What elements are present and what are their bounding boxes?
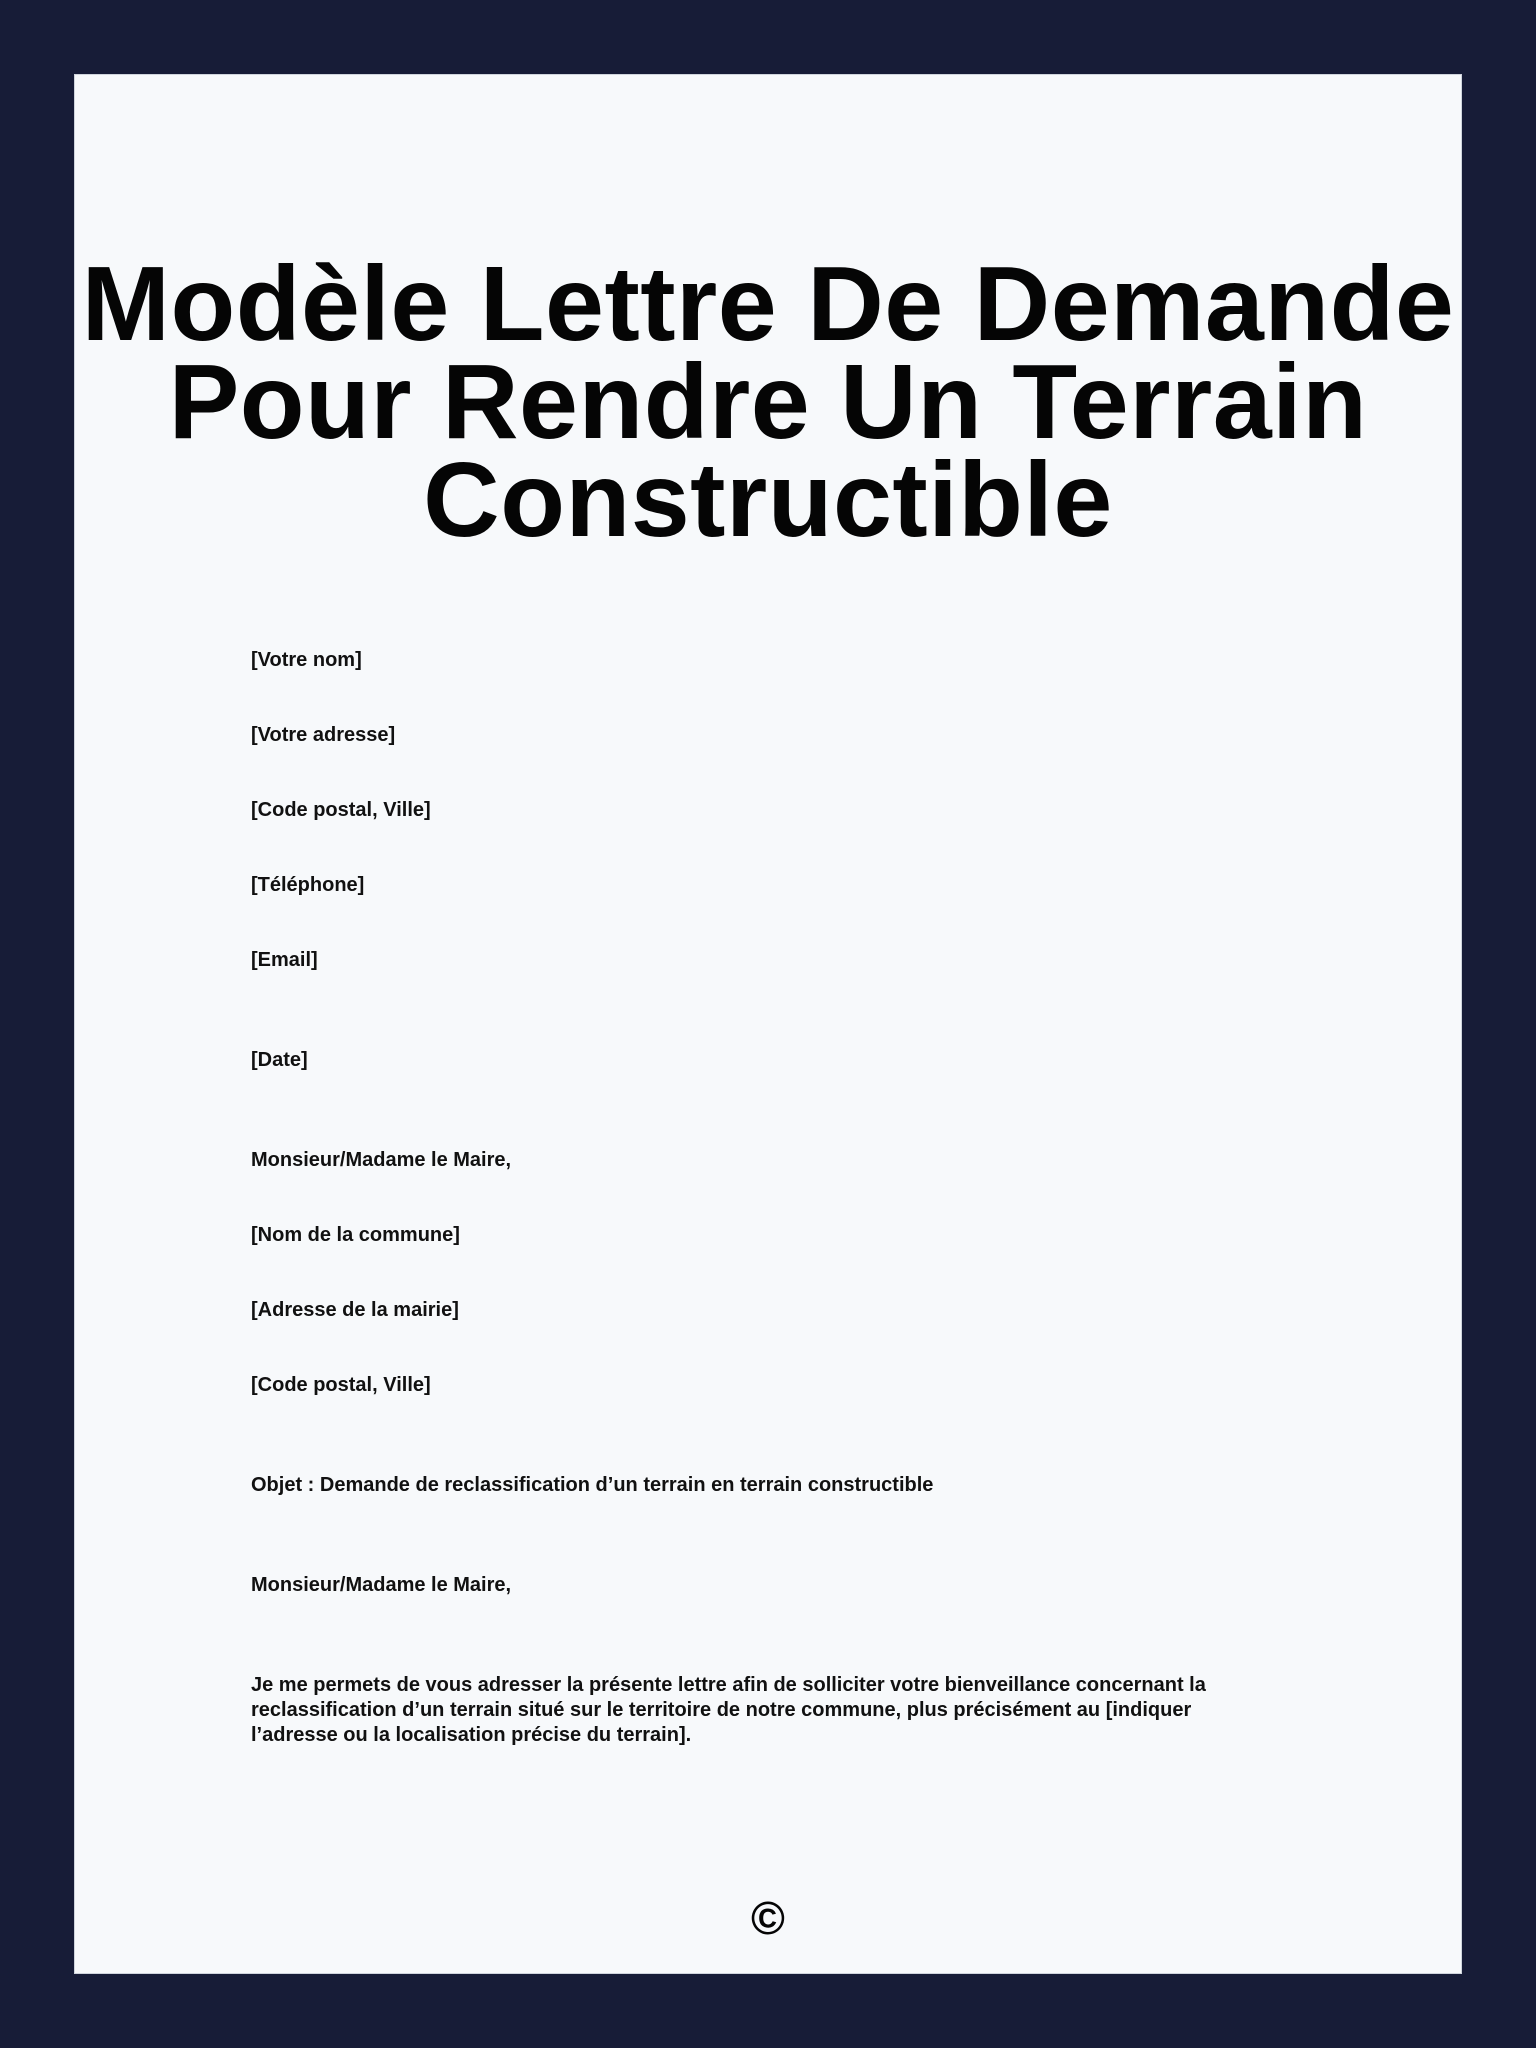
recipient-commune: [Nom de la commune] [251,1224,460,1246]
copyright-icon: © [751,1892,785,1944]
recipient-postal-city: [Code postal, Ville] [251,1374,431,1396]
sender-address: [Votre adresse] [251,724,396,746]
sender-name: [Votre nom] [251,649,362,671]
page-title [75,245,1461,559]
sender-postal-city: [Code postal, Ville] [251,799,431,821]
letter-paragraph: Je me permets de vous adresser la présente lettre afin de solliciter votre bienveillance concernant la reclassification d’un terrain situé sur le territoire de notre commune, plus précisément au [indiquer l’adresse ou la localisation précise du terrain]. [251,1674,1206,1746]
letter-subject: Objet : Demande de reclassification d’un terrain en terrain constructible [251,1474,934,1496]
title-line-2: Pour Rendre Un Terrain [168,343,1368,461]
recipient-address: [Adresse de la mairie] [251,1299,459,1321]
sender-phone: [Téléphone] [251,874,365,896]
title-line-1: Modèle Lettre De Demande [81,245,1455,363]
recipient-title: Monsieur/Madame le Maire, [251,1149,512,1171]
letter-page [74,74,1462,1974]
letter-salutation: Monsieur/Madame le Maire, [251,1574,512,1596]
letter-date: [Date] [251,1049,308,1071]
title-line-3: Constructible [423,441,1113,559]
sender-email: [Email] [251,949,318,971]
